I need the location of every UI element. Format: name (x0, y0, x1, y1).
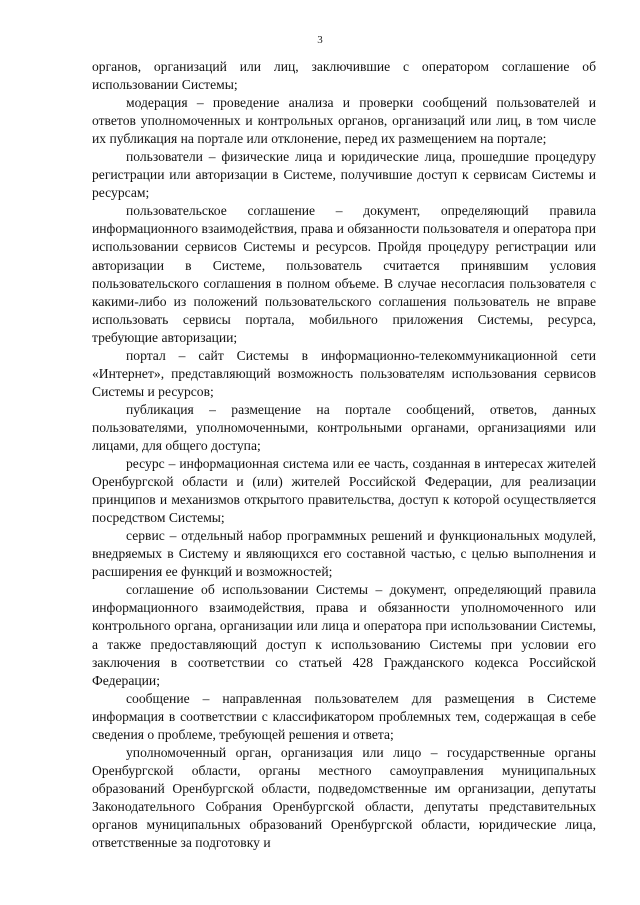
page-number: 3 (317, 34, 323, 46)
paragraph: публикация – размещение на портале сообщений, ответов, данных пользователями, уполномоченными, контрольными органами, организациями или лицами, для общего доступа; (92, 401, 596, 453)
paragraph: уполномоченный орган, организация или лицо – государственные органы Оренбургской области, органы местного самоуправления муниципальных образований Оренбургской области, подведомственные им организации, депутаты Законодательного Собрания Оренбургской области, депутаты представительных органов муниципальных образований Оренбургской области, юридические лица, ответственные за подготовку и (92, 744, 596, 851)
paragraph: органов, организаций или лиц, заключившие с оператором соглашение об использовании Системы; (92, 59, 596, 93)
paragraph: портал – сайт Системы в информационно-телекоммуникационной сети «Интернет», представляющий возможность пользователям использования сервисов Системы и ресурсов; (92, 347, 596, 399)
paragraph: пользовательское соглашение – документ, определяющий правила информационного взаимодействия, права и обязанности пользователя и оператора при использовании сервисов Системы и ресурсов. Пройдя процедуру регистрации или авторизации в Системе, пользователь считается принявшим условия пользовательского соглашения в полном объеме. В случае несогласия пользователя с какими-либо из положений пользовательского соглашения пользователь не вправе использовать сервисы портала, мобильного приложения Системы, ресурса, требующие авторизации; (92, 203, 596, 345)
paragraph: сообщение – направленная пользователем для размещения в Системе информация в соответствии с классификатором проблемных тем, содержащая в себе сведения о проблеме, требующей решения и ответа; (92, 690, 596, 742)
paragraph: соглашение об использовании Системы – документ, определяющий правила информационного взаимодействия, права и обязанности уполномоченного или контрольного органа, организации или лица и оператора при использовании Системы, а также предоставляющий доступ к использованию Системы при условии его заключения в соответствии со статьей 428 Гражданского кодекса Российской Федерации; (92, 582, 596, 688)
paragraph: ресурс – информационная система или ее часть, созданная в интересах жителей Оренбургской области и (или) жителей Российской Федерации, для реализации принципов и механизмов открытого правительства, доступ к которой осуществляется посредством Системы; (92, 456, 596, 526)
paragraph: модерация – проведение анализа и проверки сообщений пользователей и ответов уполномоченных и контрольных органов, организаций или лиц, в том числе их публикация на портале или отклонение, перед их размещением на портале; (92, 95, 596, 147)
paragraph: сервис – отдельный набор программных решений и функциональных модулей, внедряемых в Систему и являющихся его составной частью, с целью выполнения и расширения ее функций и возможностей; (92, 528, 596, 580)
paragraph: пользователи – физические лица и юридические лица, прошедшие процедуру регистрации или авторизации в Системе, получившие доступ к сервисам Системы и ресурсам; (92, 149, 596, 201)
body-text (92, 58, 596, 852)
